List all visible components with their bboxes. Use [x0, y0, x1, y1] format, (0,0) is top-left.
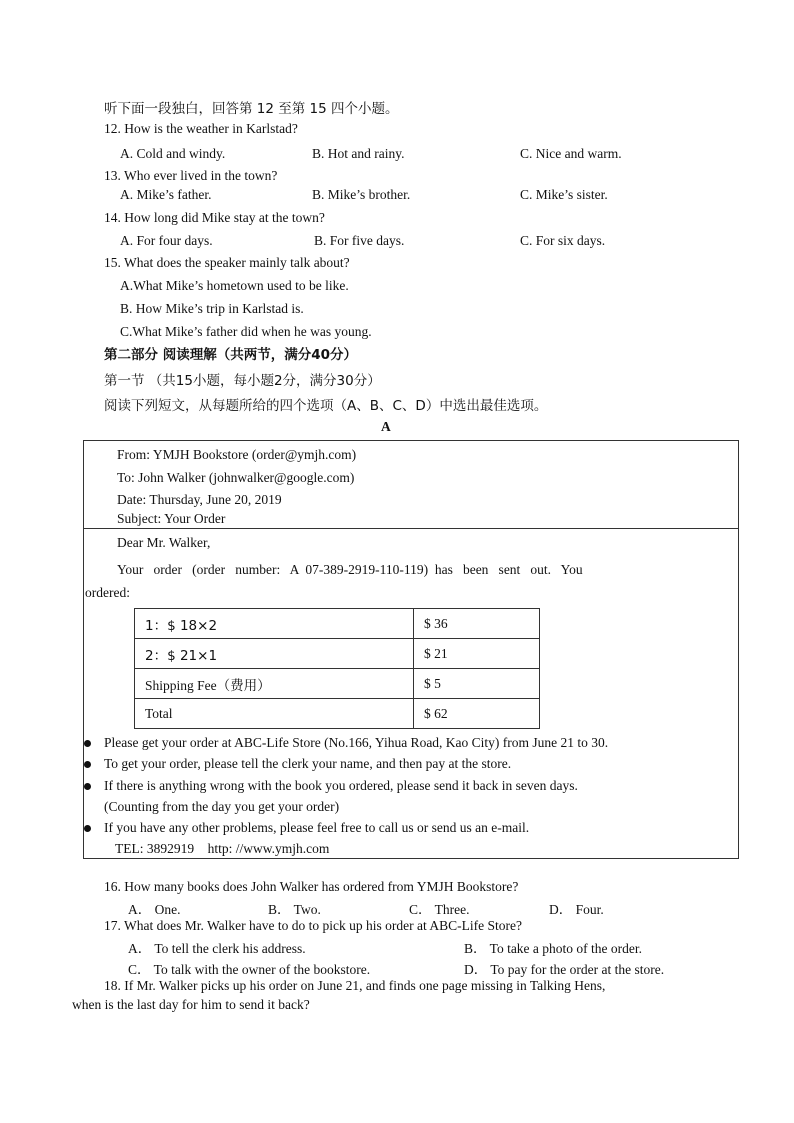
- question-13-stem: 13. Who ever lived in the town?: [104, 168, 278, 183]
- question-18-stem-line1: 18. If Mr. Walker picks up his order on June 21, and finds one page missing in Talking Hens,: [104, 978, 606, 993]
- order-amount: $ 36: [414, 609, 540, 639]
- order-amount: $ 21: [414, 639, 540, 669]
- passage-label: A: [381, 419, 391, 434]
- question-14-option-c: C. For six days.: [520, 233, 606, 248]
- table-row: [135, 609, 540, 639]
- email-body-line1: Your order (order number: A 07-389-2919-110-119) has been sent out. You: [117, 562, 583, 577]
- question-17-option-d: D． To pay for the order at the store.: [464, 962, 665, 977]
- question-14-option-a: A. For four days.: [120, 233, 213, 248]
- email-subject: Subject: Your Order: [117, 511, 226, 526]
- email-header-divider: [83, 528, 738, 529]
- email-bullet-3: If there is anything wrong with the book you ordered, please send it back in seven days.: [104, 778, 578, 793]
- question-15-option-b: B. How Mike’s trip in Karlstad is.: [120, 301, 304, 316]
- bullet-icon: [84, 761, 91, 768]
- question-12-option-b: B. Hot and rainy.: [312, 146, 405, 161]
- question-15-stem: 15. What does the speaker mainly talk about?: [104, 255, 350, 270]
- question-16-option-d: D． Four.: [549, 902, 604, 917]
- email-greeting: Dear Mr. Walker,: [117, 535, 211, 550]
- order-item: Total: [135, 699, 414, 729]
- question-16-option-b: B． Two.: [268, 902, 321, 917]
- email-from: From: YMJH Bookstore (order@ymjh.com): [117, 447, 357, 462]
- order-amount: $ 62: [414, 699, 540, 729]
- order-table: [134, 608, 540, 729]
- question-18-stem-line2: when is the last day for him to send it back?: [72, 997, 310, 1012]
- email-date: Date: Thursday, June 20, 2019: [117, 492, 282, 507]
- question-15-option-a: A.What Mike’s hometown used to be like.: [120, 278, 349, 293]
- order-item: 1：$ 18×2: [135, 609, 414, 639]
- order-item: Shipping Fee（费用）: [135, 669, 414, 699]
- order-amount: $ 5: [414, 669, 540, 699]
- email-bullet-3-cont: (Counting from the day you get your order): [104, 799, 340, 814]
- question-17-option-c: C． To talk with the owner of the bookstore.: [128, 962, 371, 977]
- table-row: [135, 699, 540, 729]
- section1-title: 第一节 （共15小题，每小题2分，满分30分）: [104, 373, 381, 389]
- question-12-option-a: A. Cold and windy.: [120, 146, 226, 161]
- table-row: [135, 669, 540, 699]
- table-row: [135, 639, 540, 669]
- reading-instruction: 阅读下列短文，从每题所给的四个选项（A、B、C、D）中选出最佳选项。: [104, 398, 548, 414]
- order-item: 2：$ 21×1: [135, 639, 414, 669]
- bullet-icon: [84, 740, 91, 747]
- question-12-option-c: C. Nice and warm.: [520, 146, 622, 161]
- question-16-stem: 16. How many books does John Walker has ordered from YMJH Bookstore?: [104, 879, 519, 894]
- question-14-option-b: B. For five days.: [314, 233, 405, 248]
- question-13-option-a: A. Mike’s father.: [120, 187, 212, 202]
- email-bullet-4: If you have any other problems, please feel free to call us or send us an e-mail.: [104, 820, 530, 835]
- email-body-line2: ordered:: [85, 585, 130, 600]
- question-16-option-a: A． One.: [128, 902, 181, 917]
- email-contact: TEL: 3892919 http: //www.ymjh.com: [115, 841, 330, 856]
- question-17-stem: 17. What does Mr. Walker have to do to pick up his order at ABC-Life Store?: [104, 918, 522, 933]
- bullet-icon: [84, 783, 91, 790]
- question-12-stem: 12. How is the weather in Karlstad?: [104, 121, 298, 136]
- question-17-option-a: A． To tell the clerk his address.: [128, 941, 306, 956]
- part2-title: 第二部分 阅读理解（共两节，满分40分）: [104, 347, 357, 363]
- email-bullet-1: Please get your order at ABC-Life Store (No.166, Yihua Road, Kao City) from June 21 to 30.: [104, 735, 609, 750]
- question-13-option-c: C. Mike’s sister.: [520, 187, 608, 202]
- listening-intro: 听下面一段独白，回答第 12 至第 15 四个小题。: [104, 101, 399, 117]
- email-bullet-2: To get your order, please tell the clerk your name, and then pay at the store.: [104, 756, 512, 771]
- question-14-stem: 14. How long did Mike stay at the town?: [104, 210, 325, 225]
- question-16-option-c: C． Three.: [409, 902, 470, 917]
- bullet-icon: [84, 825, 91, 832]
- email-to: To: John Walker (johnwalker@google.com): [117, 470, 355, 485]
- question-13-option-b: B. Mike’s brother.: [312, 187, 411, 202]
- question-17-option-b: B． To take a photo of the order.: [464, 941, 643, 956]
- question-15-option-c: C.What Mike’s father did when he was young.: [120, 324, 372, 339]
